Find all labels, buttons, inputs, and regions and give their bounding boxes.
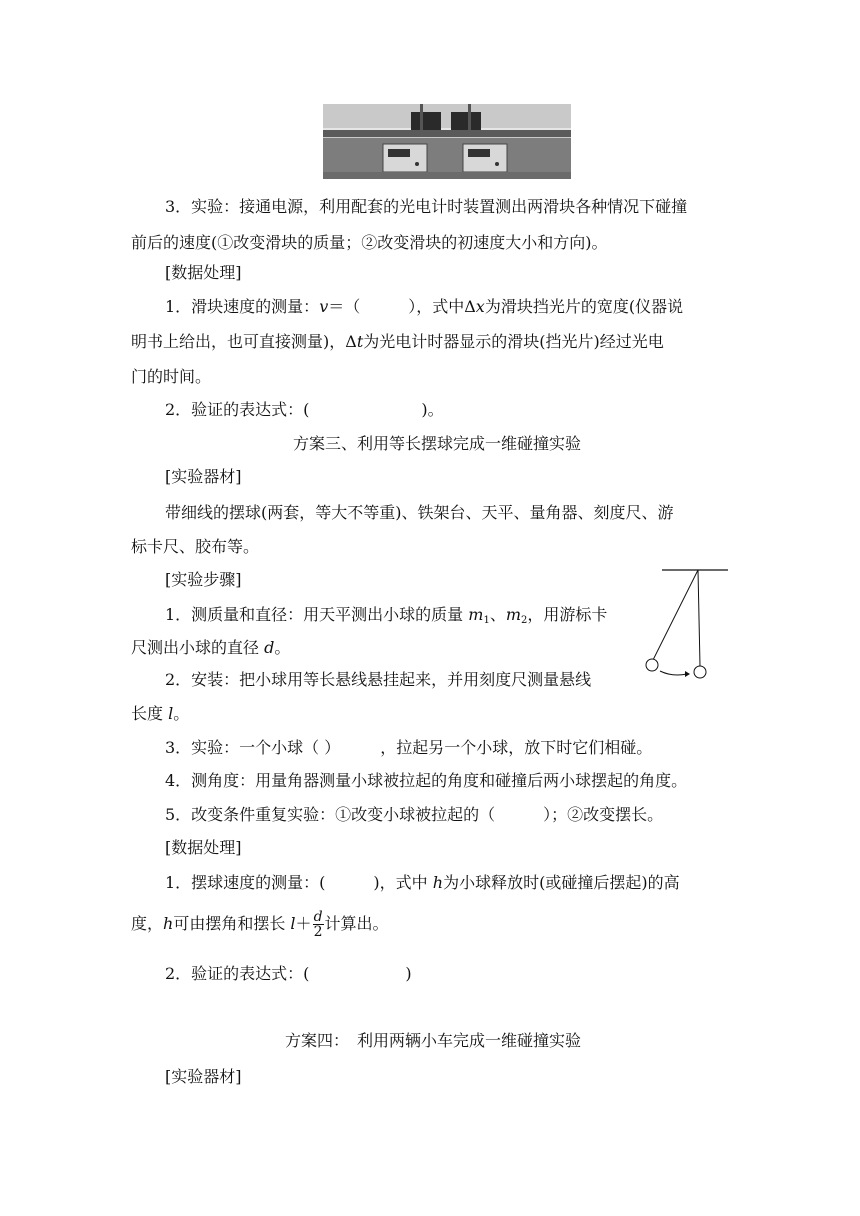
- s3-data-header: [数据处理]: [165, 838, 242, 857]
- s3-step1-line2: [131, 638, 290, 658]
- fraction-d-over-2: [313, 910, 324, 939]
- plus-sign: ＋: [295, 914, 312, 933]
- s2-step3-line1: 3．实验：接通电源，利用配套的光电计时装置测出两滑块各种情况下碰撞: [165, 197, 688, 216]
- pendulum-diagram: [640, 566, 732, 684]
- symbol-x: x: [475, 297, 485, 316]
- s3-step1-sep: 、: [489, 605, 506, 624]
- s3-step1-l2a: 尺测出小球的直径: [131, 638, 265, 657]
- s3-step5: 5．改变条件重复实验：①改变小球被拉起的（ ）；②改变摆长。: [165, 805, 664, 824]
- s3-step2-l2a: 长度: [131, 704, 169, 723]
- symbol-h: h: [432, 873, 444, 892]
- s3-step1-b: ，用游标卡: [527, 605, 608, 624]
- symbol-h2: h: [163, 914, 174, 933]
- s2-item1-a: 1．滑块速度的测量：: [165, 297, 320, 316]
- s3-data1-line1: [165, 873, 680, 893]
- symbol-v: v: [319, 297, 329, 316]
- s3-step1-l2b: 。: [274, 638, 291, 657]
- s2-data-header: [数据处理]: [165, 263, 242, 282]
- s3-data1-a: 1．摆球速度的测量：( )，式中: [165, 873, 433, 892]
- s2-item1-line3: 门的时间。: [131, 367, 212, 386]
- s3-step4: 4．测角度：用量角器测量小球被拉起的角度和碰撞后两小球摆起的角度。: [165, 771, 688, 790]
- s3-data1-l2a: 度，: [131, 914, 164, 933]
- symbol-d: d: [264, 638, 275, 657]
- s2-item1-b: ＝（ ），式中Δ: [328, 297, 476, 316]
- s3-step2-l2b: 。: [173, 704, 190, 723]
- s4-title: 方案四： 利用两辆小车完成一维碰撞实验: [285, 1031, 582, 1050]
- s2-item1-l2b: 为光电计时器显示的滑块(挡光片)经过光电: [363, 332, 664, 351]
- s3-step1-a: 1．测质量和直径：用天平测出小球的质量: [165, 605, 469, 624]
- s2-item1-line1: [165, 297, 683, 317]
- sub-2: 2: [521, 615, 528, 626]
- s3-step3: 3．实验：一个小球（ ） ，拉起另一个小球，放下时它们相碰。: [165, 738, 653, 757]
- s3-step2-line1: 2．安装：把小球用等长悬线悬挂起来，并用刻度尺测量悬线: [165, 670, 592, 689]
- s2-item2: 2．验证的表达式：( )。: [165, 400, 444, 419]
- s3-data2: 2．验证的表达式：( ): [165, 964, 412, 983]
- s3-data1-l2b: 可由摆角和摆长: [173, 914, 291, 933]
- s2-item1-l2: 明书上给出，也可直接测量)，Δ: [131, 332, 357, 351]
- symbol-m1: m: [468, 605, 484, 624]
- s3-equip-line2: 标卡尺、胶布等。: [131, 537, 260, 556]
- air-track-photo: [323, 104, 571, 179]
- s3-step1-line1: [165, 605, 607, 631]
- symbol-l: l: [168, 704, 174, 723]
- symbol-t: t: [356, 332, 364, 351]
- s2-step3-line2: 前后的速度(①改变滑块的质量；②改变滑块的初速度大小和方向)。: [131, 233, 608, 252]
- fraction-numerator: d: [313, 909, 323, 925]
- s2-item1-c: 为滑块挡光片的宽度(仪器说: [484, 297, 684, 316]
- symbol-m2: m: [505, 605, 522, 624]
- symbol-l2: l: [290, 914, 296, 933]
- s3-step2-line2: [131, 704, 189, 724]
- s4-equip-header: [实验器材]: [165, 1067, 242, 1086]
- fraction-denominator: 2: [313, 924, 323, 940]
- s3-data1-l2c: 计算出。: [324, 914, 389, 933]
- sub-1: 1: [483, 615, 490, 626]
- s2-item1-line2: [131, 332, 664, 352]
- s3-equip-header: [实验器材]: [165, 467, 242, 486]
- s3-title: 方案三、利用等长摆球完成一维碰撞实验: [293, 434, 582, 453]
- s3-data1-b: 为小球释放时(或碰撞后摆起)的高: [443, 873, 680, 892]
- s3-data1-line2: [131, 907, 389, 941]
- s3-equip-line1: 带细线的摆球(两套，等大不等重)、铁架台、天平、量角器、刻度尺、游: [165, 503, 674, 522]
- s3-steps-header: [实验步骤]: [165, 570, 242, 589]
